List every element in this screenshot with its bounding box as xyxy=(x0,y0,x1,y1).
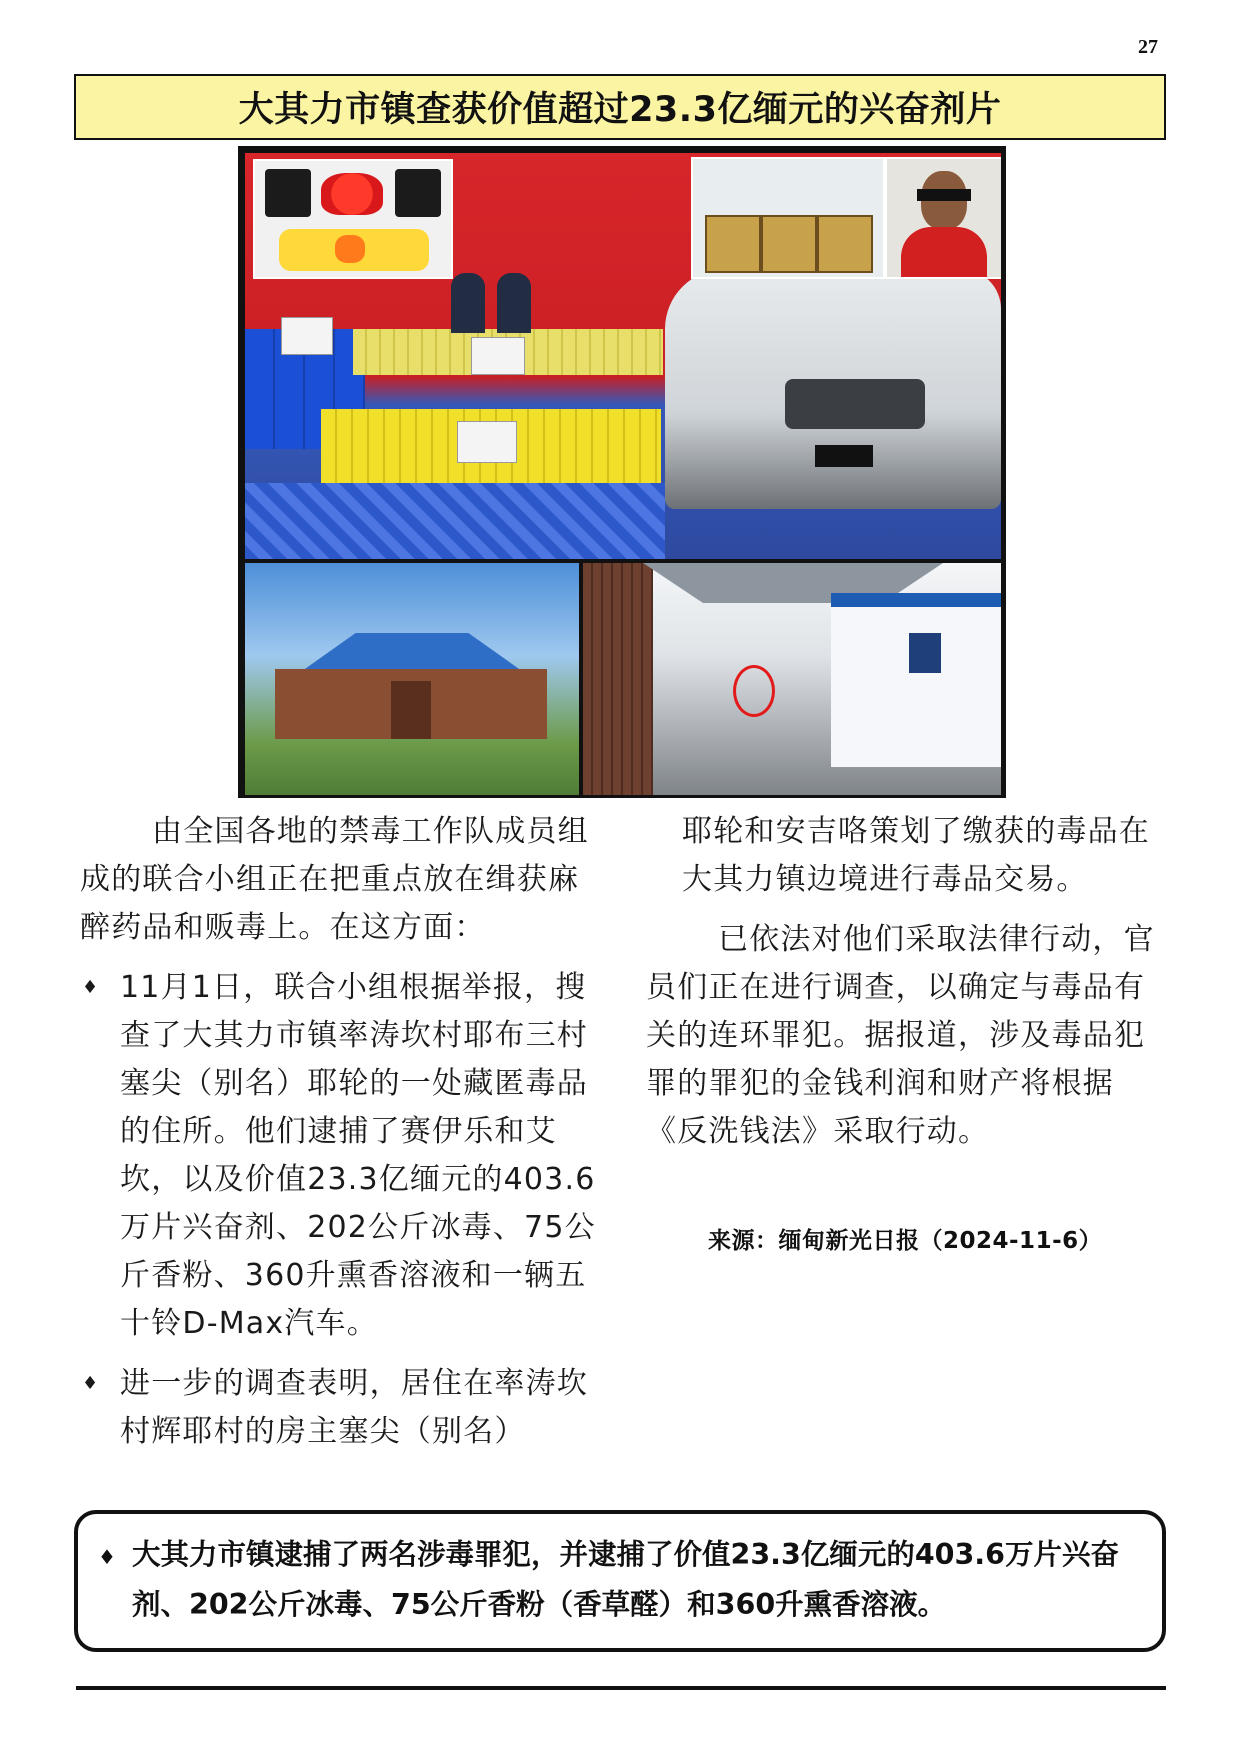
eye-censor-bar xyxy=(917,189,971,201)
page-title: 大其力市镇查获价值超过23.3亿缅元的兴奋剂片 xyxy=(238,90,1002,130)
gold-package-image xyxy=(761,215,817,273)
bullet-list xyxy=(80,964,600,1456)
pickup-truck-image xyxy=(665,269,1001,509)
title-banner xyxy=(74,74,1166,140)
diamond-bullet-icon: ♦ xyxy=(98,1545,116,1569)
tea-packages-inset-photo xyxy=(691,157,885,279)
label-sign xyxy=(281,317,333,355)
photo-collage xyxy=(238,146,1006,798)
red-pills-image xyxy=(321,173,383,215)
alley-photo xyxy=(583,563,1001,795)
continuation-paragraph: 耶轮和安吉咯策划了缴获的毒品在大其力镇边境进行毒品交易。 xyxy=(682,814,1150,897)
black-bag-image xyxy=(395,169,441,217)
intro-paragraph: 由全国各地的禁毒工作队成员组成的联合小组正在把重点放在缉获麻醉药品和贩毒上。在这方面： xyxy=(80,814,589,945)
bullet-text: 11月1日，联合小组根据举报，搜查了大其力市镇率涛坎村耶布三村塞尖（别名）耶轮的一处藏匿毒品的住所。他们逮捕了赛伊乐和艾坎，以及价值23.3亿缅元的403.6万片兴奋剂、202公斤冰毒、75公斤香粉、360升熏香溶液和一辆五十铃D-Max汽车。 xyxy=(120,970,596,1341)
white-building-image xyxy=(831,593,1001,767)
suspect-figure xyxy=(497,273,531,333)
red-circle-marker xyxy=(733,665,775,717)
label-sign xyxy=(457,421,517,463)
list-item xyxy=(80,1360,600,1456)
suspect-figure xyxy=(451,273,485,333)
house-photo xyxy=(245,563,579,795)
house-door-image xyxy=(391,681,431,739)
wooden-wall-image xyxy=(583,563,653,795)
legal-action-paragraph: 已依法对他们采取法律行动，官员们正在进行调查，以确定与毒品有关的连环罪犯。据报道，涉及毒品犯罪的罪犯的金钱利润和财产将根据《反洗钱法》采取行动。 xyxy=(646,922,1155,1149)
bullet-text: 进一步的调查表明，居住在率涛坎村辉耶村的房主塞尖（别名） xyxy=(120,1366,588,1449)
diamond-bullet-icon: ♦ xyxy=(82,977,100,998)
summary-text: 大其力市镇逮捕了两名涉毒罪犯，并逮捕了价值23.3亿缅元的403.6万片兴奋剂、202公斤冰毒、75公斤香粉（香草醛）和360升熏香溶液。 xyxy=(132,1538,1119,1621)
suspect-portrait-photo xyxy=(885,157,1001,279)
black-bag-image xyxy=(265,169,311,217)
window-image xyxy=(909,633,941,673)
left-column xyxy=(80,808,600,1456)
pills-inset-photo xyxy=(253,159,453,279)
truck-grille-image xyxy=(785,379,925,429)
list-item xyxy=(80,964,600,1348)
gold-package-image xyxy=(705,215,761,273)
red-jacket-image xyxy=(901,227,987,277)
summary-box xyxy=(74,1510,1166,1652)
gold-package-image xyxy=(817,215,873,273)
source-citation: 来源：缅甸新光日报（2024-11-6） xyxy=(708,1228,1103,1254)
diamond-bullet-icon: ♦ xyxy=(82,1373,100,1394)
page-number: 27 xyxy=(1138,36,1158,58)
bottom-divider xyxy=(76,1686,1166,1690)
yellow-package-image xyxy=(279,229,429,271)
seized-drugs-photo xyxy=(245,153,1001,559)
label-sign xyxy=(471,337,525,375)
house-roof-image xyxy=(271,633,553,673)
right-column xyxy=(646,808,1168,1156)
redacted-plate xyxy=(815,445,873,467)
blue-mat-image xyxy=(245,483,665,559)
